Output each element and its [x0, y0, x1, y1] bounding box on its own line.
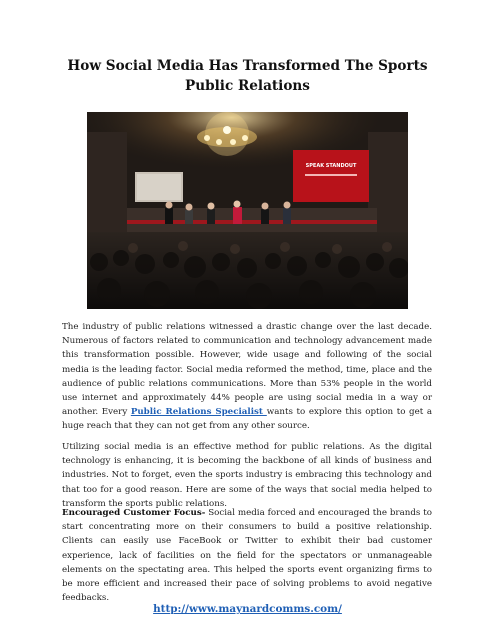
left-screen	[135, 172, 183, 202]
page-title: How Social Media Has Transformed The Sports Public Relations	[67, 58, 428, 94]
paragraph-customer-focus	[62, 506, 432, 605]
customer-focus-heading: Encouraged Customer Focus-	[62, 508, 206, 518]
paragraph-social-media: Utilizing social media is an effective method for public relations. As the digital technology is enhancing, it is becoming the backbone of all kinds of business and industries. Not to forget, even the sports industry is embracing this technology and that too for a good reason. Here are some of the ways that social media helped to transform the sports public relations.	[62, 442, 432, 509]
right-screen	[293, 150, 369, 202]
right-screen-text: SPEAK STANDOUT	[305, 163, 357, 169]
conference-panel-photo	[87, 112, 408, 309]
public-relations-specialist-link[interactable]: Public Relations Specialist	[130, 407, 267, 418]
footer-website-link[interactable]: http://www.maynardcomms.com/	[153, 603, 342, 615]
conference-photo-illustration	[87, 112, 408, 309]
paragraph-intro-text-end: wants to explore this option to get a huge reach that they can not get from any other source.	[62, 407, 433, 432]
paragraph-intro-text: The industry of public relations witnessed a drastic change over the last decade. Numerous of factors related to communication and technology advancement made this transformation possible. However, wide usage and following of the social media is the leading factor. Social media reformed the method, time, place and the audience of public relations communications. More than 53% people in the world use internet and approximately 44% people are using social media in a way or another. Every	[62, 322, 432, 418]
paragraph-intro	[62, 320, 432, 434]
customer-focus-text: Social media forced and encouraged the brands to start concentrating more on their consumers to build a positive relationship. Clients can easily use FaceBook or Twitter to exhibit their bad customer experience, lack of facilities on the field for the spectators or unmanageable elements on the spectating area. This helped the sports event organizing firms to be more efficient and increased their pace of solving problems to avoid negative feedbacks.	[62, 508, 432, 604]
